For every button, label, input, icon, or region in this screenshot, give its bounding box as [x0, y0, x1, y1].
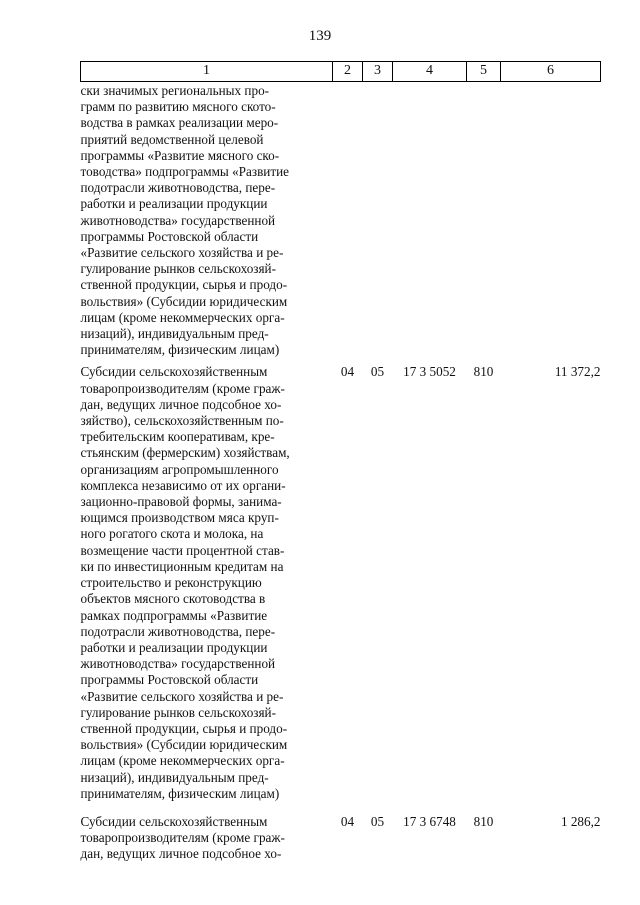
- column-header-2: 2: [333, 62, 363, 82]
- column-header-6: 6: [501, 62, 601, 82]
- table-row: [81, 82, 601, 362]
- column-header-5: 5: [467, 62, 501, 82]
- table-header-row: [81, 62, 601, 82]
- section-code: [333, 82, 363, 362]
- expense-type-code: 810: [473, 813, 494, 829]
- subsection-code: 05: [370, 813, 385, 829]
- column-header-3: 3: [363, 62, 393, 82]
- amount: 11 372,2: [554, 364, 601, 380]
- target-article-code: 17 3 5052: [403, 364, 456, 380]
- subsection-code: 05: [370, 364, 385, 380]
- subsection-code: [363, 82, 393, 362]
- row-description: Субсидии сельскохозяйственным товаропроизводителям (кроме граж- дан, ведущих личное подсобное хо-: [80, 813, 285, 862]
- section-code: 04: [340, 813, 355, 829]
- table-row: [81, 805, 601, 863]
- expense-type-code: [467, 82, 501, 362]
- section-code: 04: [340, 364, 355, 380]
- row-description: Субсидии сельскохозяйственным товаропроизводителям (кроме граж- дан, ведущих личное подсобное хо- зяйство), сельскохозяйственным по- требительским кооперативам, кре- стьянским (фермерским) хозяйствам, организациям агропромышленного комплекса независимо от их органи- зационно-правовой формы, занима- ющимся производством мяса круп- ного рогатого скота и молока, на возмещение части процентной став- ки по инвестиционным кредитам на строительство и реконструкцию объектов мясного скотоводства в рамках подпрограммы «Развитие подотрасли животноводства, пере- работки и реализации продукции животноводства» государственной программы Ростовской области «Развитие сельского хозяйства и ре- гулирование рынков сельскохозяй- ственной продукции, сырья и продо- вольствия» (Субсидии юридическим лицам (кроме некоммерческих орга- низаций), индивидуальным пред- принимателям, физическим лицам): [80, 364, 290, 801]
- amount: 1 286,2: [560, 813, 601, 829]
- page-number: 139: [308, 28, 332, 44]
- expense-type-code: 810: [473, 364, 494, 380]
- column-header-1: 1: [81, 62, 333, 82]
- amount: [501, 82, 601, 362]
- target-article-code: [393, 82, 467, 362]
- row-description: ски значимых региональных про- грамм по развитию мясного ското- водства в рамках реализации меро- приятий ведомственной целевой программы «Развитие мясного ско- товодства» подпрограммы «Развитие подотрасли животноводства, пере- работки и реализации продукции животноводства» государственной программы Ростовской области «Развитие сельского хозяйства и ре- гулирование рынков сельскохозяй- ственной продукции, сырья и продо- вольствия» (Субсидии юридическим лицам (кроме некоммерческих орга- низаций), индивидуальным пред- принимателям, физическим лицам): [80, 83, 290, 358]
- budget-table: [80, 61, 601, 863]
- target-article-code: 17 3 6748: [403, 813, 456, 829]
- column-header-4: 4: [393, 62, 467, 82]
- table-row: [81, 361, 601, 804]
